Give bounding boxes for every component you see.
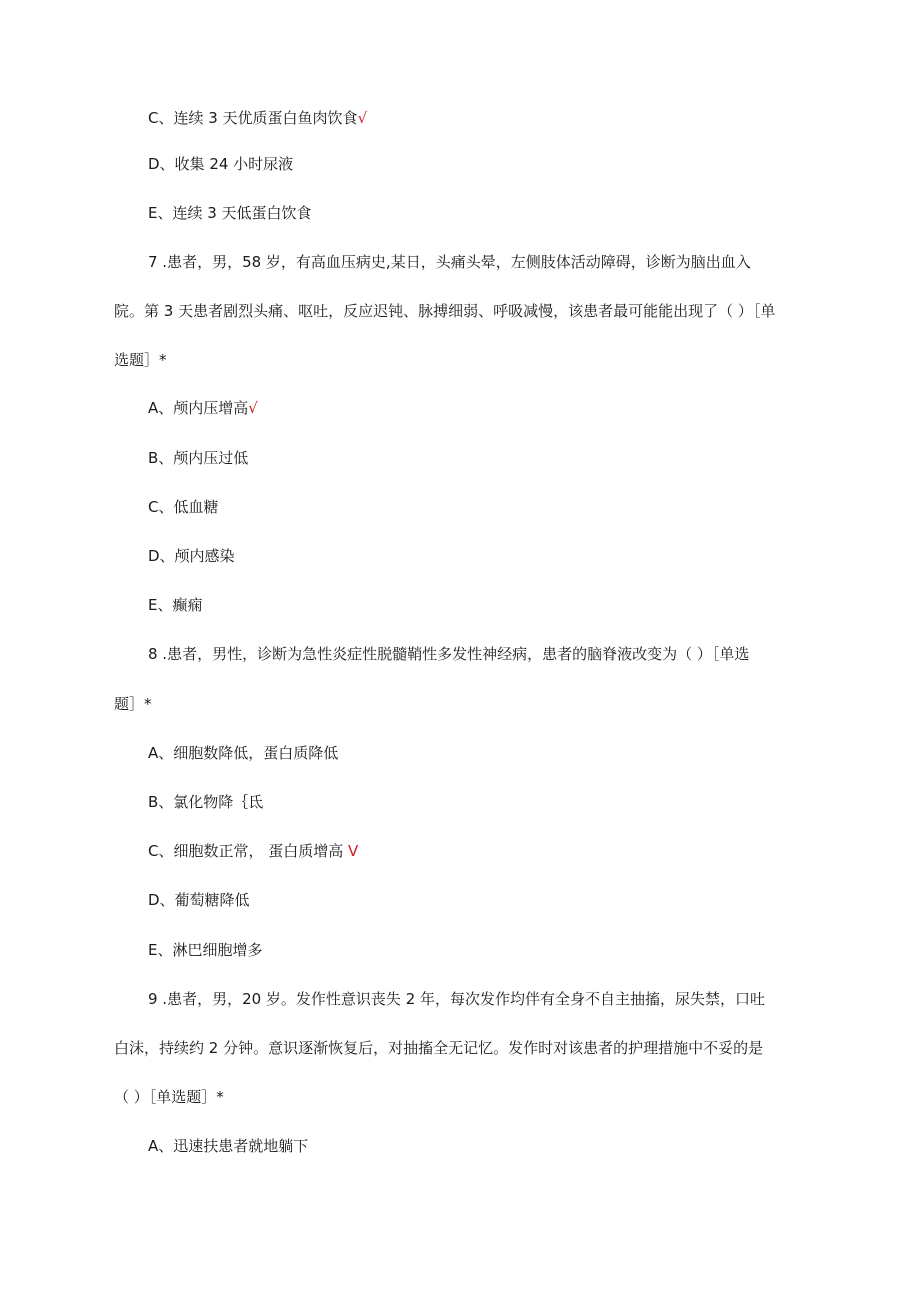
option-text: B、氯化物降｛氐 [148, 793, 264, 811]
q8-option-e [148, 940, 262, 960]
option-text: D、葡萄糖降低 [148, 891, 250, 909]
option-text: E、淋巴细胞增多 [148, 941, 263, 959]
option-text: E、连续 3 天低蛋白饮食 [148, 204, 312, 222]
option-text: E、癫痫 [148, 596, 203, 614]
option-text: D、颅内感染 [148, 547, 235, 565]
q9-stem-line1: 9 .患者，男，20 岁。发作性意识丧失 2 年，每次发作均伴有全身不自主抽搐，尿失禁，口吐 [148, 990, 766, 1008]
q7-stem-line3: 选题］* [114, 351, 167, 369]
option-text: C、连续 3 天优质蛋白鱼肉饮食 [148, 109, 358, 127]
option-text: C、细胞数正常， 蛋白质增高 [148, 842, 349, 860]
q9-stem-line3: （ ）［单选题］* [114, 1088, 224, 1106]
q7-option-b [148, 448, 248, 468]
option-text: B、颅内压过低 [148, 449, 249, 467]
q8-option-d [148, 890, 250, 910]
q7-stem-line1: 7 .患者，男，58 岁，有高血压病史,某日，头痛头晕，左侧肢体活动障碍，诊断为脑出血入 [148, 253, 751, 271]
option-text: A、细胞数降低，蛋白质降低 [148, 744, 339, 762]
option-text: D、收集 24 小时尿液 [148, 155, 294, 173]
q7-option-a [148, 398, 258, 418]
q6-option-e [148, 203, 312, 223]
option-text: A、颅内压增高 [148, 399, 249, 417]
option-text: C、低血糖 [148, 498, 219, 516]
correct-mark: V [348, 842, 359, 860]
q7-option-c [148, 497, 218, 517]
correct-mark: √ [248, 399, 258, 417]
q8-stem-line1: 8 .患者，男性，诊断为急性炎症性脱髓鞘性多发性神经病，患者的脑脊液改变为（ ）［单选 [148, 645, 750, 663]
q7-option-e [148, 595, 202, 615]
q6-option-c [148, 108, 367, 128]
q7-option-d [148, 546, 235, 566]
q8-stem-line2: 题］* [114, 695, 152, 713]
q8-option-c [148, 841, 358, 861]
correct-mark: √ [357, 109, 368, 127]
q9-option-a [148, 1136, 308, 1156]
q6-option-d [148, 154, 293, 174]
q9-stem-line2: 白沫，持续约 2 分钟。意识逐渐恢复后，对抽搐全无记忆。发作时对该患者的护理措施中不妥的是 [114, 1039, 764, 1057]
q7-stem-line2: 院。第 3 天患者剧烈头痛、呕吐，反应迟钝、脉搏细弱、呼吸减慢，该患者最可能能出现了（ ）［单 [114, 302, 776, 320]
option-text: A、迅速扶患者就地躺下 [148, 1137, 309, 1155]
q8-option-b [148, 792, 263, 812]
q8-option-a [148, 743, 338, 763]
